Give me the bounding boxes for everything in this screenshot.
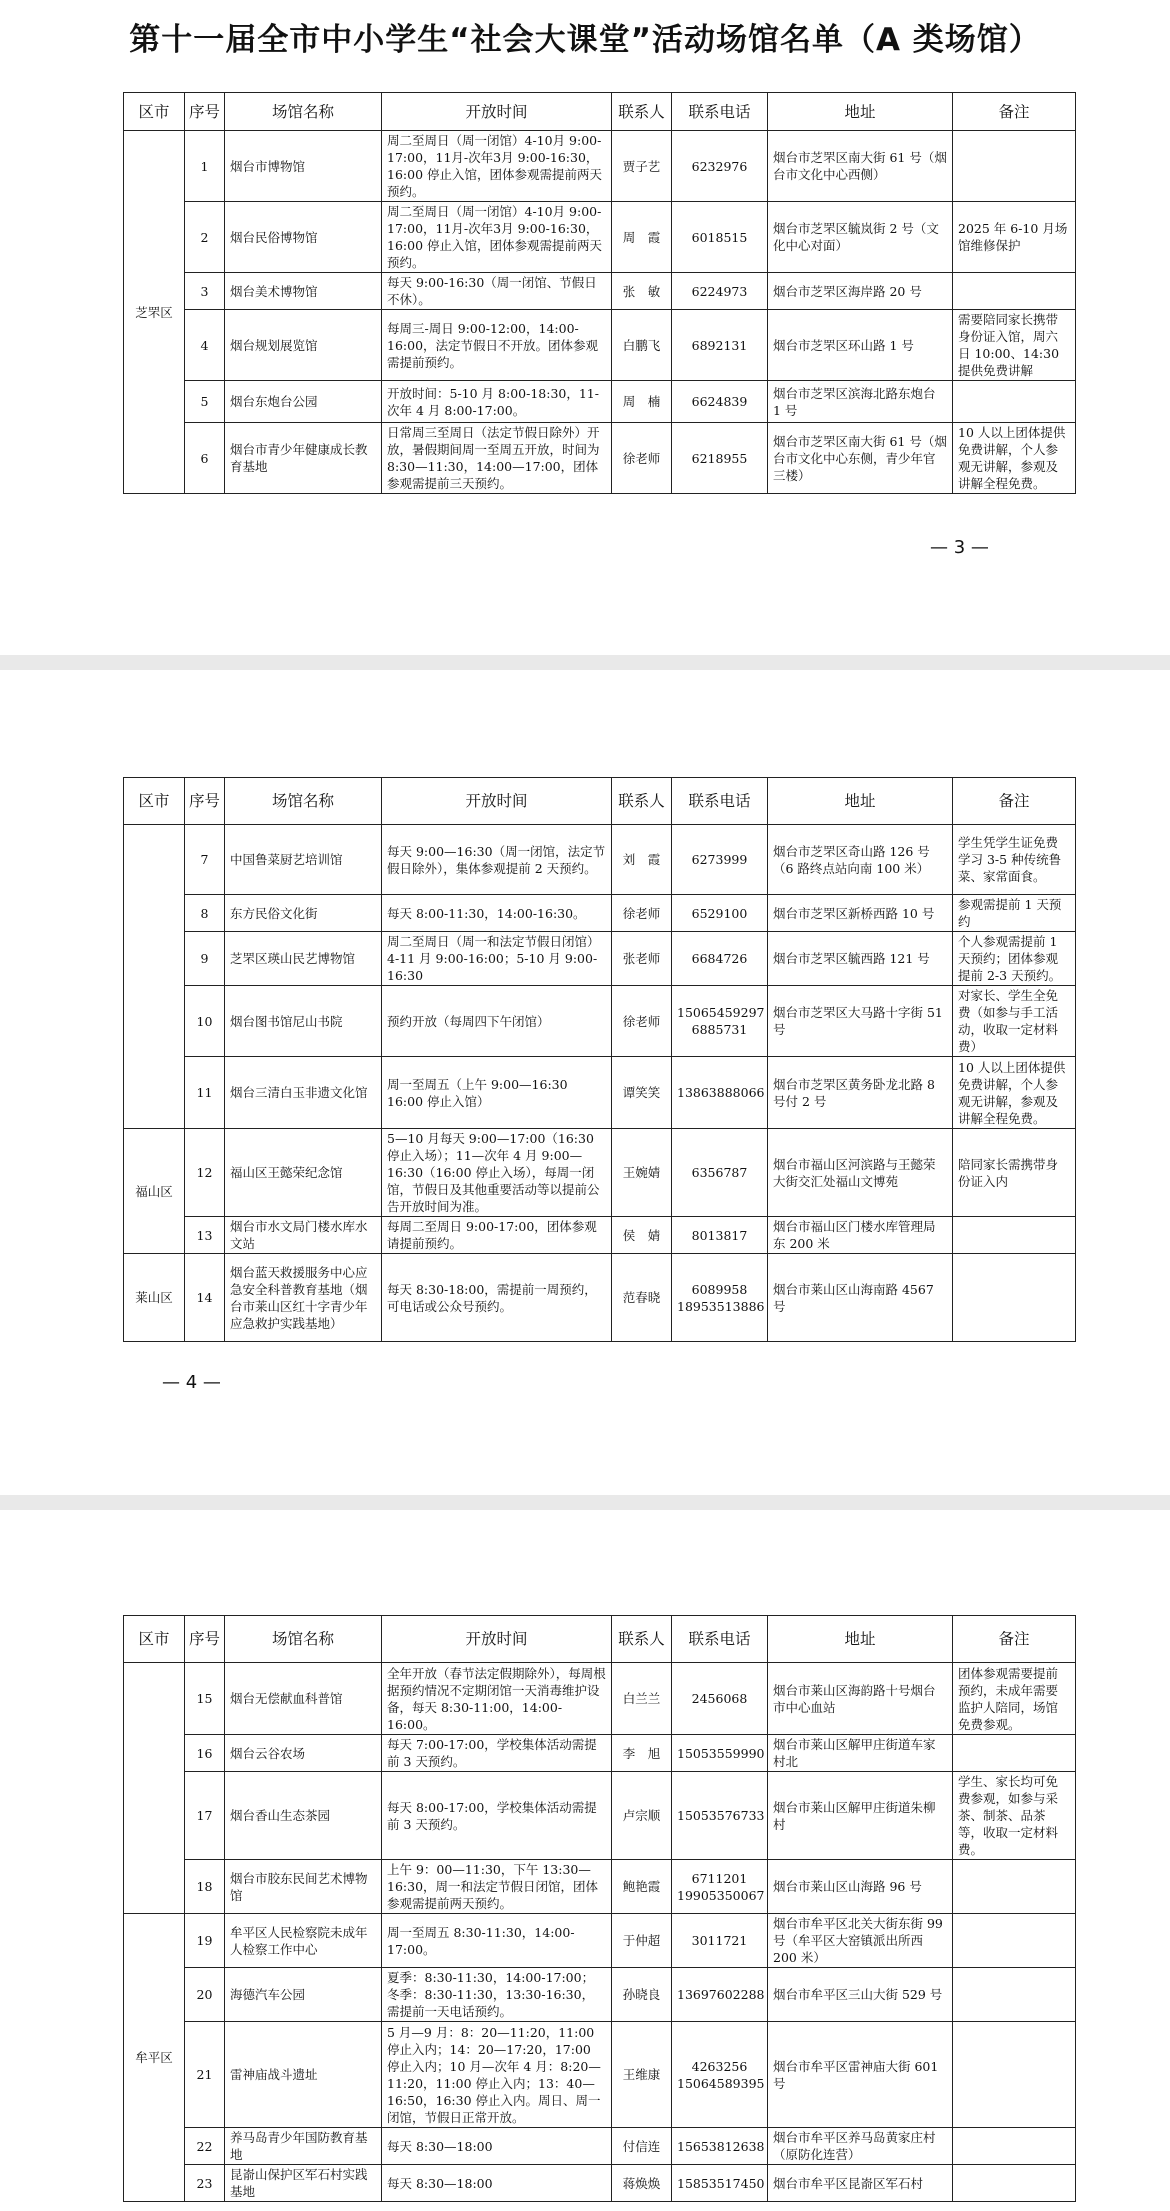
opening-hours-cell: 每天 8:00-17:00，学校集体活动需提前 3 天预约。	[382, 1772, 612, 1860]
table-row	[124, 202, 1076, 273]
document-page-2	[0, 670, 1170, 1495]
note-cell: 学生凭学生证免费学习 3-5 种传统鲁菜、家常面食。	[953, 825, 1076, 895]
seq-number-cell: 7	[185, 825, 225, 895]
address-cell: 烟台市芝罘区滨海北路东炮台 1 号	[768, 381, 953, 423]
table-row	[124, 986, 1076, 1057]
page-number: — 4 —	[162, 1372, 221, 1393]
table-row	[124, 1968, 1076, 2022]
district-cell: 芝罘区	[124, 131, 185, 494]
table-row	[124, 2165, 1076, 2202]
opening-hours-cell: 每天 7:00-17:00，学校集体活动需提前 3 天预约。	[382, 1735, 612, 1772]
note-cell	[953, 1968, 1076, 2022]
note-cell	[953, 273, 1076, 310]
opening-hours-cell: 每天 8:30—18:00	[382, 2165, 612, 2202]
column-header: 联系人	[612, 93, 672, 131]
venue-name-cell: 烟台规划展览馆	[225, 310, 382, 381]
opening-hours-cell: 每天 9:00—16:30（周一闭馆，法定节假日除外），集体参观提前 2 天预约。	[382, 825, 612, 895]
table-header-row	[124, 93, 1076, 131]
opening-hours-cell: 周一至周五 8:30-11:30，14:00-17:00。	[382, 1914, 612, 1968]
phone-cell: 3011721	[672, 1914, 768, 1968]
venue-name-cell: 养马岛青少年国防教育基地	[225, 2128, 382, 2165]
table-row	[124, 131, 1076, 202]
column-header: 开放时间	[382, 1616, 612, 1663]
table-row	[124, 2128, 1076, 2165]
column-header: 备注	[953, 778, 1076, 825]
address-cell: 烟台市牟平区昆嵛区军石村	[768, 2165, 953, 2202]
note-cell	[953, 1860, 1076, 1914]
seq-number-cell: 15	[185, 1663, 225, 1735]
opening-hours-cell: 每周二至周日 9:00-17:00，团体参观请提前预约。	[382, 1217, 612, 1254]
table-row	[124, 273, 1076, 310]
column-header: 联系电话	[672, 778, 768, 825]
opening-hours-cell: 5 月—9 月：8：20—11:20，11:00 停止入内；14：20—17:20，17:00 停止入内；10 月—次年 4 月：8:20—11:20，11:00 停止入内；13：40—16:50，16:30 停止入内。周日、周一闭馆，节假日正常开放。	[382, 2022, 612, 2128]
column-header: 联系电话	[672, 1616, 768, 1663]
phone-cell: 15053576733	[672, 1772, 768, 1860]
opening-hours-cell: 周二至周日（周一闭馆）4-10月 9:00-17:00，11月-次年3月 9:00-16:30，16:00 停止入馆，团体参观需提前两天预约。	[382, 131, 612, 202]
venue-name-cell: 福山区王懿荣纪念馆	[225, 1129, 382, 1217]
phone-cell: 6711201 19905350067	[672, 1860, 768, 1914]
address-cell: 烟台市芝罘区大马路十字街 51 号	[768, 986, 953, 1057]
phone-cell: 6892131	[672, 310, 768, 381]
opening-hours-cell: 日常周三至周日（法定节假日除外）开放，暑假期间周一至周五开放，时间为 8:30—11:30，14:00—17:00，团体参观需提前三天预约。	[382, 423, 612, 494]
phone-cell: 15853517450	[672, 2165, 768, 2202]
phone-cell: 6529100	[672, 895, 768, 932]
document-title: 第十一届全市中小学生“社会大课堂”活动场馆名单（A 类场馆）	[129, 22, 1041, 58]
note-cell: 参观需提前 1 天预约	[953, 895, 1076, 932]
opening-hours-cell: 每天 8:30-18:00，需提前一周预约，可电话或公众号预约。	[382, 1254, 612, 1342]
table-row	[124, 932, 1076, 986]
address-cell: 烟台市莱山区山海南路 4567 号	[768, 1254, 953, 1342]
contact-person-cell: 贾子艺	[612, 131, 672, 202]
table-header-row	[124, 778, 1076, 825]
seq-number-cell: 11	[185, 1057, 225, 1129]
column-header: 联系人	[612, 1616, 672, 1663]
table-row	[124, 1057, 1076, 1129]
opening-hours-cell: 周一至周五（上午 9:00—16:30 16:00 停止入馆）	[382, 1057, 612, 1129]
address-cell: 烟台市莱山区山海路 96 号	[768, 1860, 953, 1914]
column-header: 联系电话	[672, 93, 768, 131]
table-row	[124, 1129, 1076, 1217]
opening-hours-cell: 每天 8:30—18:00	[382, 2128, 612, 2165]
column-header: 备注	[953, 1616, 1076, 1663]
seq-number-cell: 10	[185, 986, 225, 1057]
column-header: 序号	[185, 778, 225, 825]
contact-person-cell: 白兰兰	[612, 1663, 672, 1735]
table-row	[124, 895, 1076, 932]
opening-hours-cell: 预约开放（每周四下午闭馆）	[382, 986, 612, 1057]
phone-cell: 6273999	[672, 825, 768, 895]
phone-cell: 6356787	[672, 1129, 768, 1217]
seq-number-cell: 16	[185, 1735, 225, 1772]
venue-name-cell: 烟台市胶东民间艺术博物馆	[225, 1860, 382, 1914]
venue-name-cell: 芝罘区瑛山民艺博物馆	[225, 932, 382, 986]
page-number: — 3 —	[930, 537, 989, 558]
note-cell	[953, 2128, 1076, 2165]
venue-name-cell: 烟台市博物馆	[225, 131, 382, 202]
phone-cell: 6018515	[672, 202, 768, 273]
note-cell: 个人参观需提前 1 天预约；团体参观提前 2-3 天预约。	[953, 932, 1076, 986]
venue-name-cell: 烟台云谷农场	[225, 1735, 382, 1772]
address-cell: 烟台市芝罘区环山路 1 号	[768, 310, 953, 381]
address-cell: 烟台市牟平区雷神庙大街 601 号	[768, 2022, 953, 2128]
seq-number-cell: 17	[185, 1772, 225, 1860]
contact-person-cell: 张 敏	[612, 273, 672, 310]
venue-name-cell: 烟台市青少年健康成长教育基地	[225, 423, 382, 494]
address-cell: 烟台市芝罘区奇山路 126 号（6 路终点站向南 100 米）	[768, 825, 953, 895]
note-cell: 学生、家长均可免费参观，如参与采茶、制茶、品茶等，收取一定材料费。	[953, 1772, 1076, 1860]
contact-person-cell: 徐老师	[612, 986, 672, 1057]
column-header: 地址	[768, 93, 953, 131]
seq-number-cell: 21	[185, 2022, 225, 2128]
note-cell: 10 人以上团体提供免费讲解，个人参观无讲解，参观及讲解全程免费。	[953, 423, 1076, 494]
venue-name-cell: 烟台民俗博物馆	[225, 202, 382, 273]
phone-cell: 15653812638	[672, 2128, 768, 2165]
venue-name-cell: 烟台香山生态茶园	[225, 1772, 382, 1860]
phone-cell: 4263256 15064589395	[672, 2022, 768, 2128]
note-cell: 对家长、学生全免费（如参与手工活动，收取一定材料费）	[953, 986, 1076, 1057]
address-cell: 烟台市福山区门楼水库管理局东 200 米	[768, 1217, 953, 1254]
seq-number-cell: 23	[185, 2165, 225, 2202]
opening-hours-cell: 夏季：8:30-11:30，14:00-17:00；冬季：8:30-11:30，13:30-16:30，需提前一天电话预约。	[382, 1968, 612, 2022]
contact-person-cell: 卢宗顺	[612, 1772, 672, 1860]
contact-person-cell: 于仲超	[612, 1914, 672, 1968]
address-cell: 烟台市芝罘区黄务卧龙北路 8 号付 2 号	[768, 1057, 953, 1129]
contact-person-cell: 王维康	[612, 2022, 672, 2128]
document-page-3	[0, 1510, 1170, 2211]
contact-person-cell: 王婉婧	[612, 1129, 672, 1217]
venue-name-cell: 东方民俗文化街	[225, 895, 382, 932]
table-row	[124, 1254, 1076, 1342]
column-header: 场馆名称	[225, 778, 382, 825]
venue-name-cell: 昆嵛山保护区军石村实践基地	[225, 2165, 382, 2202]
column-header: 开放时间	[382, 93, 612, 131]
seq-number-cell: 20	[185, 1968, 225, 2022]
note-cell: 团体参观需要提前预约，未成年需要监护人陪同，场馆免费参观。	[953, 1663, 1076, 1735]
venue-table-page-1	[123, 92, 1076, 494]
opening-hours-cell: 上午 9：00—11:30，下午 13:30—16:30，周一和法定节假日闭馆，团体参观需提前两天预约。	[382, 1860, 612, 1914]
seq-number-cell: 6	[185, 423, 225, 494]
contact-person-cell: 张老师	[612, 932, 672, 986]
table-row	[124, 1860, 1076, 1914]
phone-cell: 15065459297 6885731	[672, 986, 768, 1057]
phone-cell: 13863888066	[672, 1057, 768, 1129]
opening-hours-cell: 全年开放（春节法定假期除外），每周根据预约情况不定期闭馆一天消毒维护设备，每天 8:30-11:00，14:00-16:00。	[382, 1663, 612, 1735]
note-cell	[953, 381, 1076, 423]
note-cell: 陪同家长需携带身份证入内	[953, 1129, 1076, 1217]
column-header: 备注	[953, 93, 1076, 131]
phone-cell: 6232976	[672, 131, 768, 202]
address-cell: 烟台市牟平区三山大街 529 号	[768, 1968, 953, 2022]
column-header: 序号	[185, 93, 225, 131]
table-row	[124, 423, 1076, 494]
column-header: 场馆名称	[225, 1616, 382, 1663]
column-header: 地址	[768, 1616, 953, 1663]
column-header: 地址	[768, 778, 953, 825]
venue-name-cell: 烟台蓝天救援服务中心应急安全科普教育基地（烟台市莱山区红十字青少年应急救护实践基地）	[225, 1254, 382, 1342]
note-cell	[953, 2022, 1076, 2128]
table-row	[124, 1217, 1076, 1254]
address-cell: 烟台市芝罘区毓西路 121 号	[768, 932, 953, 986]
contact-person-cell: 李 旭	[612, 1735, 672, 1772]
note-cell: 2025 年 6-10 月场馆维修保护	[953, 202, 1076, 273]
venue-name-cell: 烟台美术博物馆	[225, 273, 382, 310]
address-cell: 烟台市芝罘区南大街 61 号（烟台市文化中心东侧，青少年官三楼）	[768, 423, 953, 494]
table-row	[124, 1735, 1076, 1772]
contact-person-cell: 刘 霞	[612, 825, 672, 895]
seq-number-cell: 13	[185, 1217, 225, 1254]
venue-name-cell: 烟台图书馆尼山书院	[225, 986, 382, 1057]
note-cell	[953, 2165, 1076, 2202]
note-cell	[953, 131, 1076, 202]
contact-person-cell: 徐老师	[612, 895, 672, 932]
address-cell: 烟台市牟平区北关大街东街 99 号（牟平区大窑镇派出所西 200 米）	[768, 1914, 953, 1968]
seq-number-cell: 2	[185, 202, 225, 273]
contact-person-cell: 徐老师	[612, 423, 672, 494]
district-cell: 牟平区	[124, 1914, 185, 2202]
opening-hours-cell: 开放时间：5-10 月 8:00-18:30，11-次年 4 月 8:00-17:00。	[382, 381, 612, 423]
address-cell: 烟台市莱山区海韵路十号烟台市中心血站	[768, 1663, 953, 1735]
column-header: 区市	[124, 93, 185, 131]
address-cell: 烟台市芝罘区新桥西路 10 号	[768, 895, 953, 932]
venue-name-cell: 烟台东炮台公园	[225, 381, 382, 423]
phone-cell: 6089958 18953513886	[672, 1254, 768, 1342]
contact-person-cell: 侯 婧	[612, 1217, 672, 1254]
column-header: 开放时间	[382, 778, 612, 825]
seq-number-cell: 18	[185, 1860, 225, 1914]
venue-name-cell: 中国鲁菜厨艺培训馆	[225, 825, 382, 895]
table-row	[124, 381, 1076, 423]
table-row	[124, 1663, 1076, 1735]
document-page-1	[0, 0, 1170, 655]
contact-person-cell: 谭笑笑	[612, 1057, 672, 1129]
seq-number-cell: 22	[185, 2128, 225, 2165]
seq-number-cell: 9	[185, 932, 225, 986]
seq-number-cell: 8	[185, 895, 225, 932]
note-cell	[953, 1914, 1076, 1968]
district-cell: 福山区	[124, 1129, 185, 1254]
phone-cell: 2456068	[672, 1663, 768, 1735]
phone-cell: 6624839	[672, 381, 768, 423]
contact-person-cell: 范春晓	[612, 1254, 672, 1342]
seq-number-cell: 3	[185, 273, 225, 310]
venue-name-cell: 牟平区人民检察院未成年人检察工作中心	[225, 1914, 382, 1968]
address-cell: 烟台市芝罘区南大街 61 号（烟台市文化中心西侧）	[768, 131, 953, 202]
venue-table-page-3	[123, 1615, 1076, 2202]
seq-number-cell: 12	[185, 1129, 225, 1217]
district-cell: 莱山区	[124, 1254, 185, 1342]
seq-number-cell: 1	[185, 131, 225, 202]
opening-hours-cell: 每天 9:00-16:30（周一闭馆、节假日不休）。	[382, 273, 612, 310]
contact-person-cell: 周 霞	[612, 202, 672, 273]
phone-cell: 8013817	[672, 1217, 768, 1254]
contact-person-cell: 付信连	[612, 2128, 672, 2165]
opening-hours-cell: 5—10 月每天 9:00—17:00（16:30 停止入场）；11—次年 4 月 9:00—16:30（16:00 停止入场），每周一闭馆，节假日及其他重要活动等以提前公告开放时间为准。	[382, 1129, 612, 1217]
address-cell: 烟台市莱山区解甲庄街道车家村北	[768, 1735, 953, 1772]
note-cell	[953, 1735, 1076, 1772]
note-cell	[953, 1217, 1076, 1254]
venue-name-cell: 烟台三清白玉非遗文化馆	[225, 1057, 382, 1129]
seq-number-cell: 4	[185, 310, 225, 381]
column-header: 联系人	[612, 778, 672, 825]
phone-cell: 6224973	[672, 273, 768, 310]
contact-person-cell: 鲍艳霞	[612, 1860, 672, 1914]
contact-person-cell: 周 楠	[612, 381, 672, 423]
phone-cell: 13697602288	[672, 1968, 768, 2022]
note-cell: 需要陪同家长携带身份证入馆，周六日 10:00、14:30 提供免费讲解	[953, 310, 1076, 381]
district-cell	[124, 1663, 185, 1914]
column-header: 区市	[124, 1616, 185, 1663]
table-row	[124, 2022, 1076, 2128]
opening-hours-cell: 周二至周日（周一和法定节假日闭馆）4-11 月 9:00-16:00；5-10 月 9:00-16:30	[382, 932, 612, 986]
note-cell	[953, 1254, 1076, 1342]
venue-name-cell: 烟台市水文局门楼水库水文站	[225, 1217, 382, 1254]
venue-table-page-2	[123, 777, 1076, 1342]
contact-person-cell: 蒋焕焕	[612, 2165, 672, 2202]
address-cell: 烟台市莱山区解甲庄街道朱柳村	[768, 1772, 953, 1860]
phone-cell: 15053559990	[672, 1735, 768, 1772]
seq-number-cell: 14	[185, 1254, 225, 1342]
table-header-row	[124, 1616, 1076, 1663]
note-cell: 10 人以上团体提供免费讲解，个人参观无讲解，参观及讲解全程免费。	[953, 1057, 1076, 1129]
opening-hours-cell: 每周三-周日 9:00-12:00，14:00-16:00，法定节假日不开放。团体参观需提前预约。	[382, 310, 612, 381]
address-cell: 烟台市牟平区养马岛黄家庄村（原防化连营）	[768, 2128, 953, 2165]
table-row	[124, 1914, 1076, 1968]
venue-name-cell: 海德汽车公园	[225, 1968, 382, 2022]
address-cell: 烟台市芝罘区毓岚街 2 号（文化中心对面）	[768, 202, 953, 273]
venue-name-cell: 雷神庙战斗遗址	[225, 2022, 382, 2128]
address-cell: 烟台市芝罘区海岸路 20 号	[768, 273, 953, 310]
address-cell: 烟台市福山区河滨路与王懿荣大街交汇处福山文博苑	[768, 1129, 953, 1217]
phone-cell: 6684726	[672, 932, 768, 986]
contact-person-cell: 白鹏飞	[612, 310, 672, 381]
column-header: 区市	[124, 778, 185, 825]
column-header: 场馆名称	[225, 93, 382, 131]
phone-cell: 6218955	[672, 423, 768, 494]
table-row	[124, 825, 1076, 895]
venue-name-cell: 烟台无偿献血科普馆	[225, 1663, 382, 1735]
contact-person-cell: 孙晓良	[612, 1968, 672, 2022]
table-row	[124, 310, 1076, 381]
district-cell	[124, 825, 185, 1129]
opening-hours-cell: 每天 8:00-11:30，14:00-16:30。	[382, 895, 612, 932]
opening-hours-cell: 周二至周日（周一闭馆）4-10月 9:00-17:00，11月-次年3月 9:00-16:30，16:00 停止入馆，团体参观需提前两天预约。	[382, 202, 612, 273]
column-header: 序号	[185, 1616, 225, 1663]
seq-number-cell: 5	[185, 381, 225, 423]
table-row	[124, 1772, 1076, 1860]
seq-number-cell: 19	[185, 1914, 225, 1968]
